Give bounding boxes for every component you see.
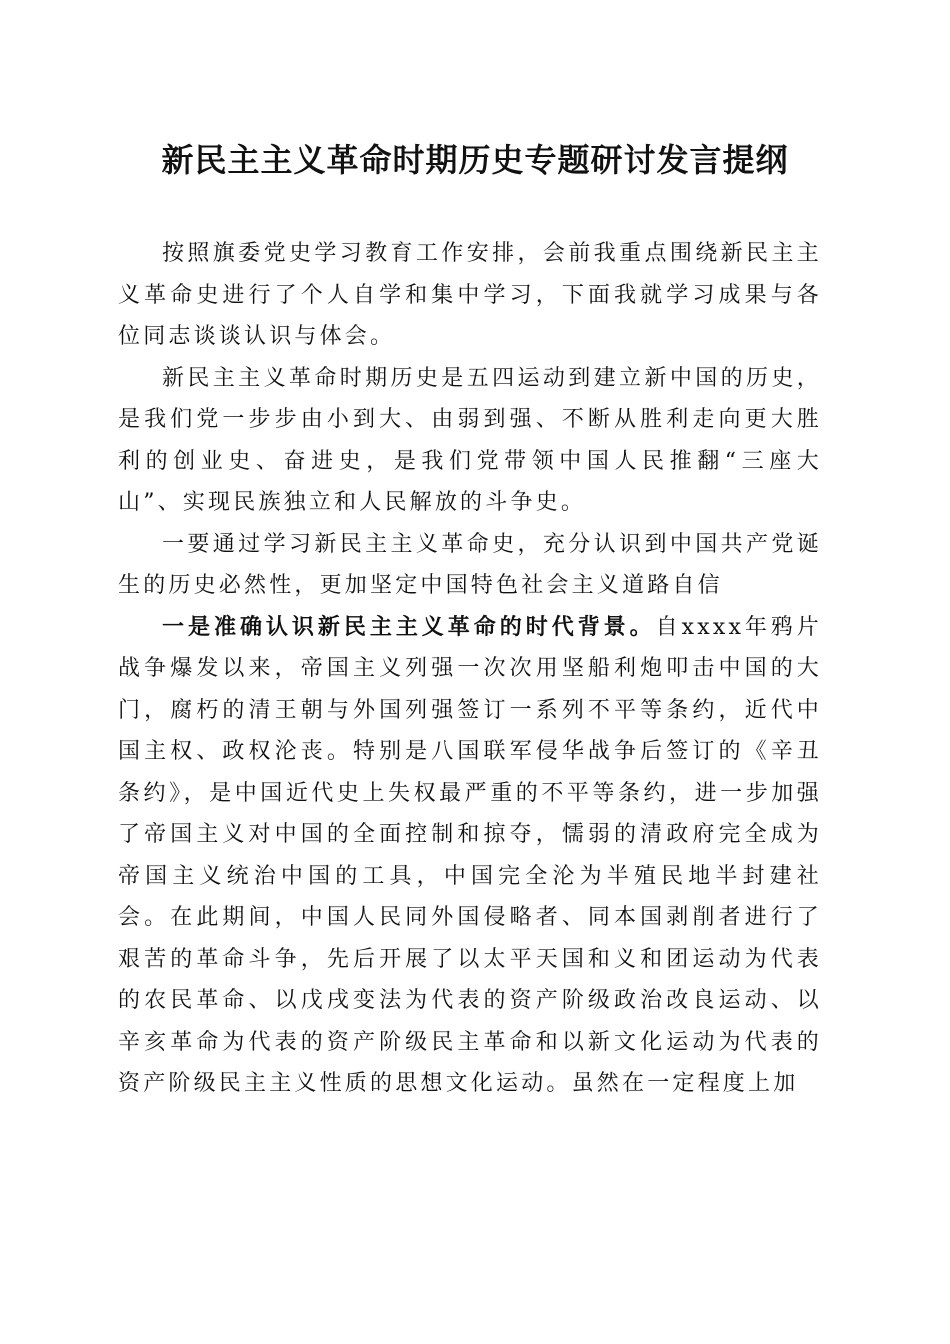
paragraph-text: 新民主主义革命时期历史是五四运动到建立新中国的历史，是我们党一步步由小到大、由弱到强、不断从胜利走向更大胜利的创业史、奋进史，是我们党带领中国人民推翻“三座大山”、实现民族独立和人民解放的斗争史。: [118, 365, 822, 515]
paragraph-text: 一要通过学习新民主主义革命史，充分认识到中国共产党诞生的历史必然性，更加坚定中国特色社会主义道路自信: [118, 531, 822, 598]
document-body: [118, 233, 822, 1105]
document-title: 新民主主义革命时期历史专题研讨发言提纲: [161, 141, 789, 179]
paragraph-section-heading: [118, 524, 822, 607]
paragraph-text: 自xxxx年鸦片战争爆发以来，帝国主义列强一次次用坚船利炮叩击中国的大门，腐朽的清王朝与外国列强签订一系列不平等条约，近代中国主权、政权沦丧。特别是八国联军侵华战争后签订的《辛丑条约》，是中国近代史上失权最严重的不平等条约，进一步加强了帝国主义对中国的全面控制和掠夺，懦弱的清政府完全成为帝国主义统治中国的工具，中国完全沦为半殖民地半封建社会。在此期间，中国人民同外国侵略者、同本国剥削者进行了艰苦的革命斗争，先后开展了以太平天国和义和团运动为代表的农民革命、以戊戌变法为代表的资产阶级政治改良运动、以辛亥革命为代表的资产阶级民主革命和以新文化运动为代表的资产阶级民主主义性质的思想文化运动。虽然在一定程度上加: [118, 614, 822, 1096]
paragraph-text: 按照旗委党史学习教育工作安排，会前我重点围绕新民主主义革命史进行了个人自学和集中学习，下面我就学习成果与各位同志谈谈认识与体会。: [118, 241, 822, 349]
paragraph-lead: 一是准确认识新民主主义革命的时代背景。: [162, 614, 656, 640]
paragraph-intro: [118, 233, 822, 358]
paragraph-history-overview: [118, 358, 822, 524]
paragraph-background: [118, 607, 822, 1105]
